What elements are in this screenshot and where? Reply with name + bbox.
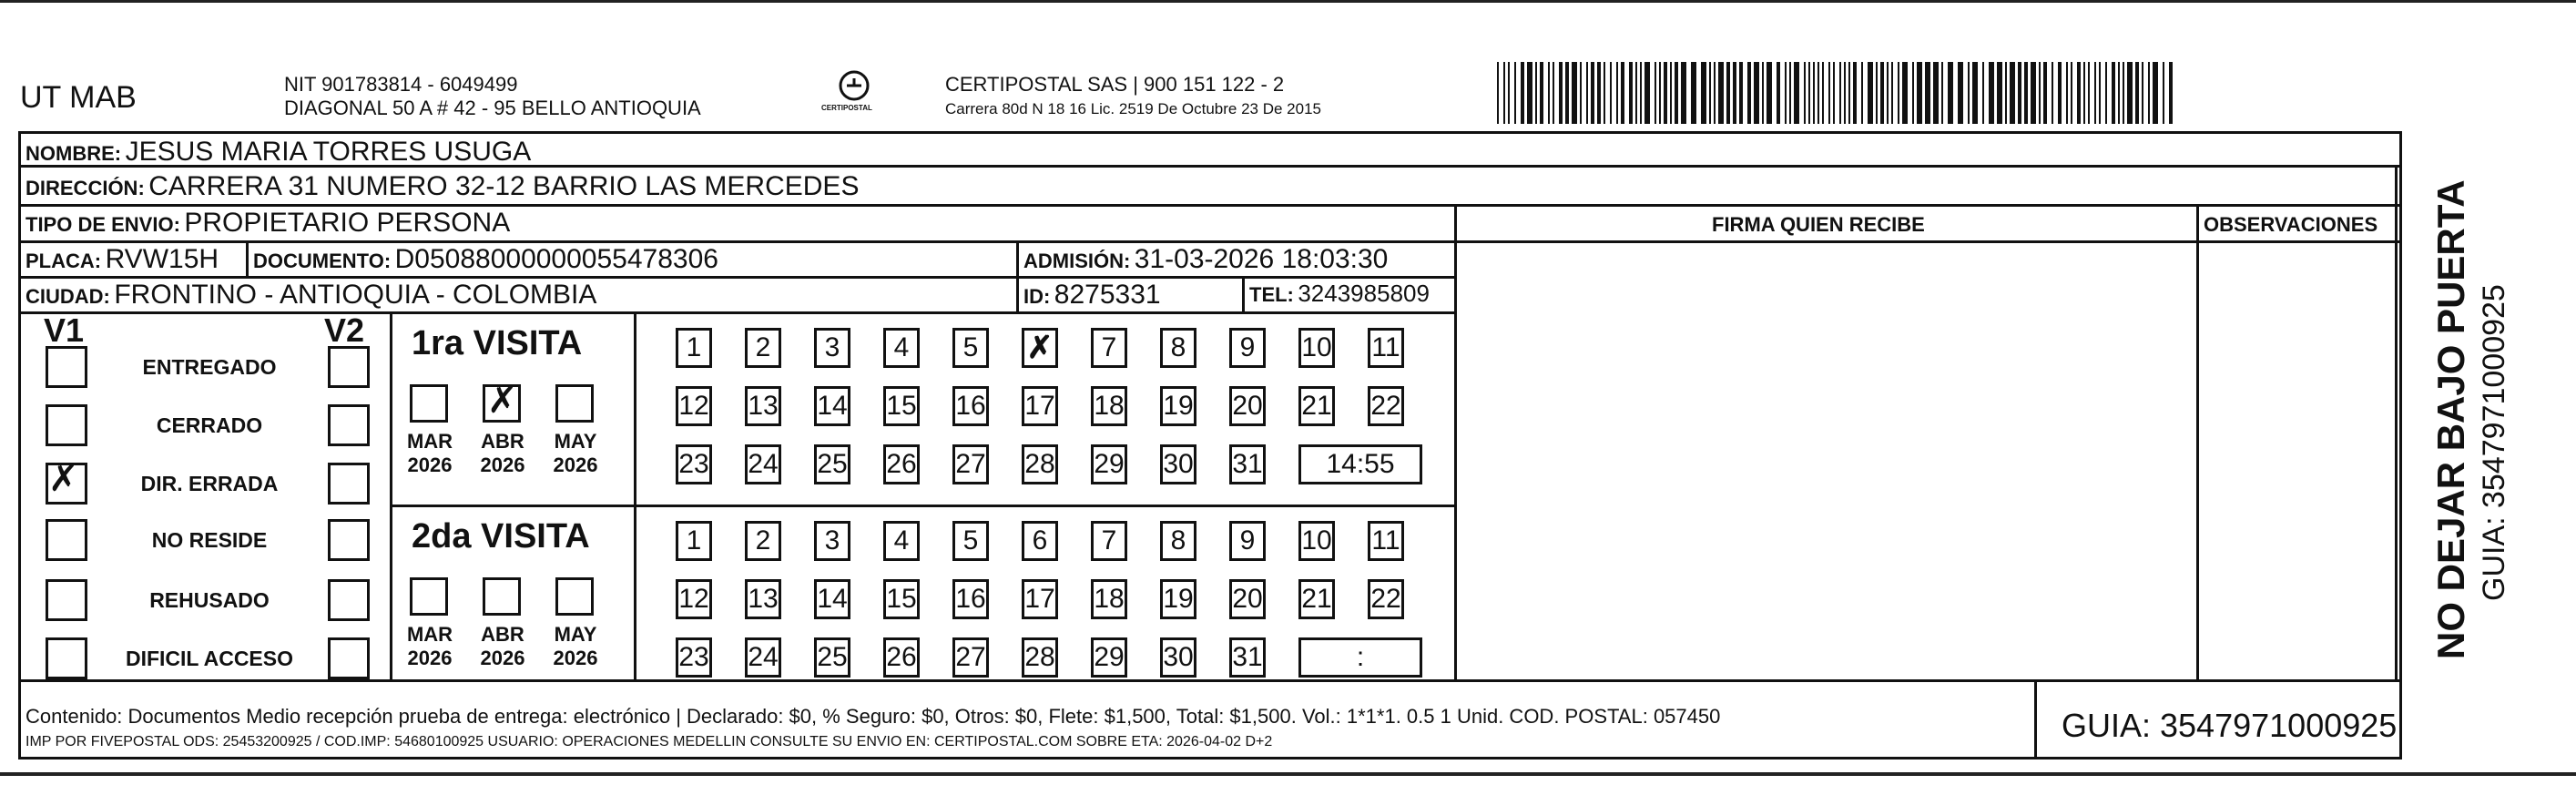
month-year: 2026: [407, 454, 453, 476]
day-box[interactable]: 21: [1298, 579, 1335, 619]
day-box[interactable]: 11: [1368, 328, 1404, 368]
barcode-bar: [1691, 62, 1696, 124]
day-box[interactable]: 19: [1160, 386, 1196, 426]
barcode-bar: [2153, 62, 2158, 124]
barcode-bar: [1580, 62, 1582, 124]
v2-header: V2: [324, 311, 365, 349]
barcode-bar: [1822, 62, 1824, 124]
month-label: MAR: [406, 430, 453, 453]
barcode-bar: [2005, 62, 2007, 124]
barcode-bar: [2039, 62, 2041, 124]
tipo-label: TIPO DE ENVIO:: [25, 213, 180, 236]
barcode-bar: [1540, 62, 1543, 124]
barcode-bar: [1917, 62, 1922, 124]
day-box[interactable]: 8: [1160, 521, 1196, 561]
row-divider: [390, 505, 1457, 507]
month-checkbox[interactable]: [483, 577, 521, 616]
barcode-bar: [1635, 62, 1637, 124]
month-label: MAY: [554, 430, 597, 453]
day-box[interactable]: 12: [676, 386, 712, 426]
barcode-bar: [1629, 62, 1633, 124]
barcode-bar: [1997, 62, 2002, 124]
month-year: 2026: [553, 454, 598, 476]
bottom-rule: [0, 772, 2576, 776]
v1-checkbox[interactable]: [46, 637, 87, 679]
day-box[interactable]: 29: [1091, 637, 1127, 678]
side-warning: NO DEJAR BAJO PUERTA: [2429, 179, 2472, 659]
month-mark: ✗: [487, 381, 518, 421]
visit-title: 1ra VISITA: [412, 324, 583, 362]
day-box[interactable]: 3: [814, 328, 850, 368]
day-box[interactable]: 1: [676, 521, 712, 561]
footer-content: Contenido: Documentos Medio recepción prueba de entrega: electrónico | Declarado: $0, % Seguro: $0, Otros: $0, Flete: $1,500, Total: $1,500. Vol.: 1*1*1. 0.5 1 Unid. COD. POSTAL: 057450: [25, 705, 1721, 728]
barcode-bar: [2077, 62, 2081, 124]
documento-label: DOCUMENTO:: [253, 250, 392, 272]
direccion-label: DIRECCIÓN:: [25, 177, 145, 199]
day-box[interactable]: 24: [745, 444, 781, 484]
company-nit: NIT 901783814 - 6049499: [284, 73, 518, 96]
visit-title: 2da VISITA: [412, 517, 590, 556]
month-label: MAR: [406, 623, 453, 646]
barcode-bar: [1853, 62, 1857, 124]
barcode-bar: [1527, 62, 1532, 124]
barcode-bar: [1887, 62, 1889, 124]
barcode-bar: [1591, 62, 1594, 124]
barcode-bar: [1521, 62, 1524, 124]
barcode-bar: [1747, 62, 1751, 124]
barcode-bar: [2071, 62, 2072, 124]
day-box[interactable]: 11: [1368, 521, 1404, 561]
barcode-bar: [1553, 62, 1554, 124]
month-checkbox[interactable]: [555, 384, 594, 423]
barcode-bar: [1675, 62, 1678, 124]
barcode-bar: [2135, 62, 2139, 124]
barcode-bar: [2083, 62, 2085, 124]
time-box[interactable]: 14:55: [1298, 444, 1422, 484]
admision-label: ADMISIÓN:: [1023, 250, 1131, 272]
firma-header: FIRMA QUIEN RECIBE: [1712, 213, 1925, 236]
barcode-bar: [1754, 62, 1759, 124]
v1-checkbox[interactable]: [46, 346, 87, 388]
barcode-bar: [1503, 62, 1505, 124]
barcode-bar: [1597, 62, 1601, 124]
barcode-bar: [1548, 62, 1550, 124]
day-box[interactable]: 18: [1091, 579, 1127, 619]
tel-field: [1249, 280, 1430, 308]
day-box[interactable]: 2: [745, 521, 781, 561]
admision-value: 31-03-2026 18:03:30: [1134, 244, 1389, 274]
barcode-bar: [1718, 62, 1724, 124]
status-reason-label: REHUSADO: [149, 588, 270, 612]
barcode-bar: [2018, 62, 2021, 124]
v2-checkbox[interactable]: [328, 519, 370, 561]
nombre-value: JESUS MARIA TORRES USUGA: [125, 137, 532, 167]
month-label: ABR: [481, 430, 524, 453]
col-divider: [634, 311, 636, 682]
time-box[interactable]: :: [1298, 637, 1422, 678]
day-box[interactable]: 3: [814, 521, 850, 561]
id-field: [1023, 280, 1161, 311]
barcode-bar: [1989, 62, 1994, 124]
status-reason-label: DIR. ERRADA: [140, 472, 279, 495]
nombre-field: [25, 137, 531, 168]
day-box[interactable]: 24: [745, 637, 781, 678]
barcode-bar: [1714, 62, 1716, 124]
barcode-bar: [1844, 62, 1846, 124]
day-box[interactable]: 28: [1022, 637, 1058, 678]
row-divider: [18, 240, 2402, 243]
month-checkbox[interactable]: [483, 381, 521, 423]
barcode-bar: [1644, 62, 1650, 124]
footer-guia: GUIA: 3547971000925: [2062, 707, 2398, 744]
company-name: UT MAB: [20, 80, 137, 115]
top-rule: [0, 0, 2576, 3]
day-box[interactable]: 16: [952, 579, 989, 619]
month-label: MAY: [554, 623, 597, 646]
day-box[interactable]: 26: [883, 637, 920, 678]
col-divider: [2395, 165, 2398, 682]
month-year: 2026: [553, 647, 598, 669]
day-box[interactable]: 6: [1022, 521, 1058, 561]
day-box[interactable]: 31: [1229, 637, 1266, 678]
barcode-bar: [1833, 62, 1835, 124]
barcode-bar: [1709, 62, 1711, 124]
logo-text: CERTIPOSTAL: [821, 104, 872, 112]
status-reason-label: DIFICIL ACCESO: [125, 647, 293, 670]
barcode-bar: [1739, 62, 1743, 124]
barcode-bar: [2094, 62, 2096, 124]
v2-checkbox[interactable]: [328, 637, 370, 679]
barcode-bar: [1794, 62, 1799, 124]
barcode-bar: [1817, 62, 1819, 124]
placa-field: [25, 244, 219, 275]
barcode-bar: [1828, 62, 1830, 124]
barcode-bar: [1876, 62, 1878, 124]
id-label: ID:: [1023, 285, 1051, 308]
day-box[interactable]: 30: [1160, 637, 1196, 678]
day-box[interactable]: 28: [1022, 444, 1058, 484]
day-box[interactable]: 14: [814, 579, 850, 619]
day-box[interactable]: 29: [1091, 444, 1127, 484]
barcode: [1497, 62, 2176, 124]
day-box[interactable]: 14: [814, 386, 850, 426]
tipo-value: PROPIETARIO PERSONA: [184, 208, 511, 238]
barcode-bar: [2169, 62, 2173, 124]
barcode-bar: [1535, 62, 1537, 124]
v1-checkbox[interactable]: [46, 579, 87, 621]
barcode-bar: [1902, 62, 1908, 124]
barcode-bar: [1670, 62, 1672, 124]
side-guia: GUIA: 3547971000925: [2477, 284, 2511, 601]
nombre-label: NOMBRE:: [25, 142, 122, 165]
barcode-bar: [1572, 62, 1577, 124]
v1-header: V1: [44, 311, 85, 349]
id-value: 8275331: [1054, 280, 1161, 310]
day-box[interactable]: 8: [1160, 328, 1196, 368]
v2-checkbox[interactable]: [328, 404, 370, 446]
certipostal-name: CERTIPOSTAL SAS | 900 151 122 - 2: [945, 73, 1285, 96]
barcode-bar: [2058, 62, 2062, 124]
barcode-bar: [1789, 62, 1791, 124]
barcode-bar: [1968, 62, 1970, 124]
v1-checkbox[interactable]: [46, 519, 87, 561]
day-box[interactable]: 10: [1298, 328, 1335, 368]
barcode-bar: [1664, 62, 1667, 124]
barcode-bar: [1559, 62, 1563, 124]
day-box[interactable]: 1: [676, 328, 712, 368]
barcode-bar: [1891, 62, 1893, 124]
barcode-bar: [1767, 62, 1772, 124]
barcode-bar: [2118, 62, 2120, 124]
barcode-bar: [2088, 62, 2090, 124]
month-year: 2026: [407, 647, 453, 669]
day-box[interactable]: 7: [1091, 328, 1127, 368]
barcode-bar: [2163, 62, 2164, 124]
barcode-bar: [1813, 62, 1815, 124]
row-divider: [18, 311, 1457, 314]
col-divider: [1242, 276, 1245, 311]
row-divider: [18, 204, 1457, 207]
day-box[interactable]: 4: [883, 521, 920, 561]
day-box[interactable]: 21: [1298, 386, 1335, 426]
day-box[interactable]: 9: [1229, 328, 1266, 368]
v2-checkbox[interactable]: [328, 579, 370, 621]
barcode-bar: [1925, 62, 1930, 124]
observaciones-header: OBSERVACIONES: [2204, 213, 2378, 236]
barcode-bar: [1762, 62, 1764, 124]
month-checkbox[interactable]: [410, 384, 448, 423]
barcode-bar: [1804, 62, 1806, 124]
barcode-bar: [1659, 62, 1661, 124]
tel-label: TEL:: [1249, 283, 1294, 306]
status-reason-label: NO RESIDE: [151, 528, 268, 552]
day-box[interactable]: 5: [952, 521, 989, 561]
day-box[interactable]: 5: [952, 328, 989, 368]
day-box[interactable]: 22: [1368, 386, 1404, 426]
day-box[interactable]: 4: [883, 328, 920, 368]
day-box[interactable]: 20: [1229, 579, 1266, 619]
documento-value: D05088000000055478306: [394, 244, 718, 274]
barcode-bar: [1514, 62, 1516, 124]
barcode-bar: [2127, 62, 2133, 124]
row-divider: [18, 276, 1457, 279]
ciudad-label: CIUDAD:: [25, 285, 110, 308]
barcode-bar: [1839, 62, 1841, 124]
v1-checkbox[interactable]: [46, 404, 87, 446]
col-divider: [390, 311, 392, 682]
barcode-bar: [1861, 62, 1863, 124]
barcode-bar: [1681, 62, 1686, 124]
ciudad-field: [25, 280, 596, 311]
barcode-bar: [1586, 62, 1588, 124]
day-box[interactable]: 18: [1091, 386, 1127, 426]
day-box[interactable]: 17: [1022, 579, 1058, 619]
barcode-bar: [1508, 62, 1510, 124]
footer-meta: IMP POR FIVEPOSTAL ODS: 25453200925 / COD.IMP: 54680100925 USUARIO: OPERACIONES MEDELLIN CONSULTE SU ENVIO EN: CERTIPOSTAL.COM SOBRE ETA: 2026-04-02 D+2: [25, 734, 1273, 749]
barcode-bar: [1868, 62, 1873, 124]
barcode-bar: [1898, 62, 1899, 124]
barcode-bar: [1958, 62, 1963, 124]
barcode-bar: [2043, 62, 2047, 124]
v2-checkbox[interactable]: [328, 463, 370, 505]
direccion-field: [25, 171, 859, 202]
barcode-bar: [1726, 62, 1730, 124]
day-box[interactable]: 23: [676, 444, 712, 484]
col-divider: [1016, 240, 1019, 311]
admision-field: [1023, 244, 1388, 275]
barcode-bar: [1785, 62, 1787, 124]
day-box[interactable]: 25: [814, 444, 850, 484]
month-label: ABR: [481, 623, 524, 646]
barcode-bar: [1941, 62, 1943, 124]
status-reason-label: CERRADO: [156, 413, 263, 437]
barcode-bar: [1604, 62, 1605, 124]
day-box[interactable]: 27: [952, 637, 989, 678]
barcode-bar: [2099, 62, 2101, 124]
barcode-bar: [1701, 62, 1706, 124]
month-checkbox[interactable]: [555, 577, 594, 616]
barcode-bar: [2010, 62, 2015, 124]
direccion-value: CARRERA 31 NUMERO 32-12 BARRIO LAS MERCEDES: [148, 171, 860, 201]
day-box[interactable]: 30: [1160, 444, 1196, 484]
barcode-bar: [2105, 62, 2107, 124]
placa-value: RVW15H: [105, 244, 219, 274]
day-mark: ✗: [1026, 331, 1054, 365]
barcode-bar: [1948, 62, 1953, 124]
barcode-bar: [2052, 62, 2053, 124]
day-box[interactable]: 12: [676, 579, 712, 619]
day-box[interactable]: 19: [1160, 579, 1196, 619]
day-box[interactable]: 25: [814, 637, 850, 678]
barcode-bar: [1777, 62, 1780, 124]
col-divider: [2196, 204, 2199, 682]
day-box[interactable]: 2: [745, 328, 781, 368]
status-reason-label: ENTREGADO: [142, 355, 277, 379]
day-box[interactable]: 13: [745, 579, 781, 619]
v1-checkbox[interactable]: [46, 459, 87, 505]
barcode-bar: [1972, 62, 1978, 124]
barcode-bar: [1733, 62, 1736, 124]
month-year: 2026: [480, 647, 525, 669]
documento-field: [253, 244, 718, 275]
certipostal-license: Carrera 80d N 18 16 Lic. 2519 De Octubre 23 De 2015: [945, 100, 1321, 117]
month-checkbox[interactable]: [410, 577, 448, 616]
day-box[interactable]: 13: [745, 386, 781, 426]
barcode-bar: [2112, 62, 2115, 124]
day-box[interactable]: 26: [883, 444, 920, 484]
day-box[interactable]: 31: [1229, 444, 1266, 484]
barcode-bar: [1982, 62, 1984, 124]
day-box[interactable]: [1022, 328, 1058, 368]
barcode-bar: [1616, 62, 1618, 124]
barcode-bar: [1565, 62, 1569, 124]
barcode-bar: [1880, 62, 1884, 124]
ciudad-value: FRONTINO - ANTIOQUIA - COLOMBIA: [114, 280, 597, 310]
barcode-bar: [2066, 62, 2068, 124]
v2-checkbox[interactable]: [328, 346, 370, 388]
barcode-bar: [1610, 62, 1612, 124]
barcode-bar: [1621, 62, 1624, 124]
barcode-bar: [2148, 62, 2150, 124]
day-box[interactable]: 15: [883, 579, 920, 619]
v1-mark: ✗: [48, 459, 79, 499]
day-box[interactable]: 15: [883, 386, 920, 426]
day-box[interactable]: 16: [952, 386, 989, 426]
tipo-field: [25, 208, 510, 239]
month-year: 2026: [480, 454, 525, 476]
day-box[interactable]: 7: [1091, 521, 1127, 561]
col-divider: [1454, 204, 1457, 682]
row-divider: [1454, 204, 2402, 207]
placa-label: PLACA:: [25, 250, 102, 272]
barcode-bar: [1848, 62, 1850, 124]
day-box[interactable]: 23: [676, 637, 712, 678]
day-box[interactable]: 17: [1022, 386, 1058, 426]
col-divider: [246, 240, 249, 276]
day-box[interactable]: 22: [1368, 579, 1404, 619]
col-divider: [2034, 679, 2037, 760]
day-box[interactable]: 10: [1298, 521, 1335, 561]
barcode-bar: [1808, 62, 1810, 124]
day-box[interactable]: 27: [952, 444, 989, 484]
certipostal-logo: [818, 66, 891, 120]
barcode-bar: [1640, 62, 1642, 124]
barcode-bar: [2031, 62, 2036, 124]
barcode-bar: [1497, 62, 1499, 124]
barcode-bar: [2142, 62, 2143, 124]
barcode-bar: [1655, 62, 1656, 124]
barcode-bar: [1933, 62, 1939, 124]
barcode-bar: [2123, 62, 2124, 124]
day-box[interactable]: 9: [1229, 521, 1266, 561]
barcode-bar: [2024, 62, 2028, 124]
barcode-bar: [1912, 62, 1914, 124]
company-address: DIAGONAL 50 A # 42 - 95 BELLO ANTIOQUIA: [284, 97, 701, 119]
day-box[interactable]: 20: [1229, 386, 1266, 426]
tel-value: 3243985809: [1298, 280, 1430, 307]
